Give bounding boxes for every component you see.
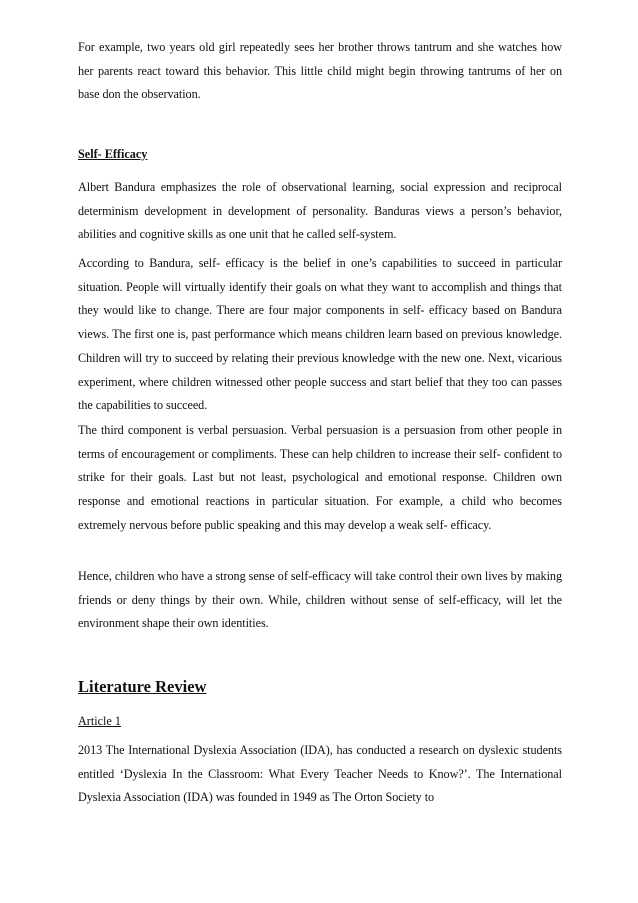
paragraph-bandura-intro: Albert Bandura emphasizes the role of observational learning, social expression and reciprocal determinism development in development of personality. Banduras views a person’s behavior, abilities and cognitive skills as one unit that he called self-system. (78, 180, 562, 242)
heading-literature-review: Literature Review (78, 677, 207, 696)
paragraph-components: According to Bandura, self- efficacy is the belief in one’s capabilities to succeed in particular situation. People will virtually identify their goals on what they want to accomplish and things that they would like to change. There are four major components in self- efficacy based on Bandura views. The first one is, past performance which means children learn based on previous knowledge. Children will try to succeed by relating their previous knowledge with the new one. Next, vicarious experiment, where children witnessed other people success and start belief that they too can passes the capabilities to succeed. (78, 256, 562, 413)
paragraph-verbal-persuasion: The third component is verbal persuasion. Verbal persuasion is a persuasion from other people in terms of encouragement or compliments. These can help children to increase their self- confident to strike for their goals. Last but not least, psychological and emotional response. Children own response and emotional reactions in particular situation. For example, a child who becomes extremely nervous before public speaking and this may develop a weak self- efficacy. (78, 423, 562, 532)
subheading-article-1: Article 1 (78, 714, 121, 728)
paragraph-article: 2013 The International Dyslexia Association (IDA), has conducted a research on dyslexic students entitled ‘Dyslexia In the Classroom: What Every Teacher Needs to Know?’. The International Dyslexia Association (IDA) was founded in 1949 as The Orton Society to (78, 743, 562, 805)
paragraph-example: For example, two years old girl repeatedly sees her brother throws tantrum and she watches how her parents react toward this behavior. This little child might begin throwing tantrums of her on base don the observation. (78, 40, 562, 102)
paragraph-hence: Hence, children who have a strong sense of self-efficacy will take control their own lives by making friends or deny things by their own. While, children without sense of self-efficacy, will let the environment shape their own identities. (78, 569, 562, 631)
heading-self-efficacy: Self- Efficacy (78, 147, 148, 161)
